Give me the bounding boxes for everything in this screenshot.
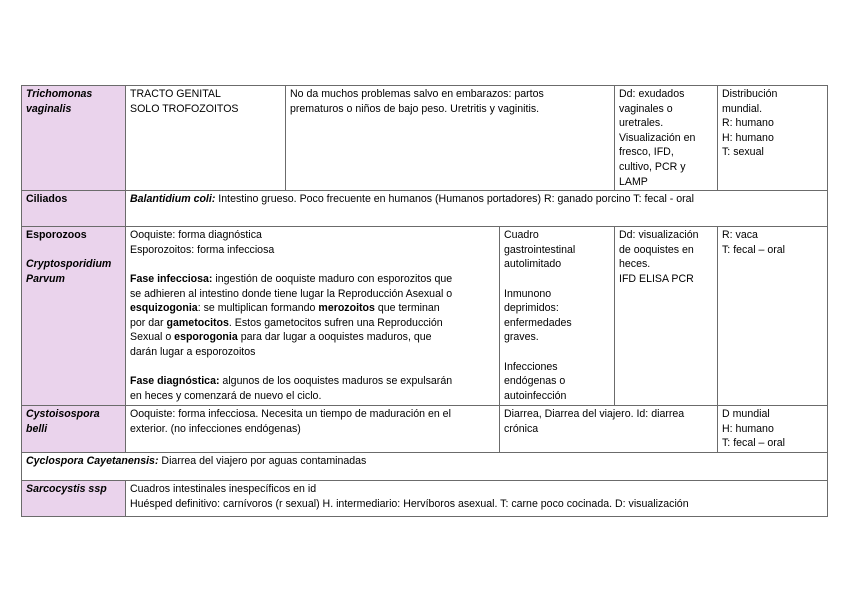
organism-sarcocystis: Sarcocystis ssp: [22, 480, 126, 516]
organism-cryptosporidium: Esporozoos Cryptosporidium Parvum: [22, 227, 126, 406]
row-cystoisospora: [22, 406, 828, 453]
group-ciliados: Ciliados: [22, 191, 126, 227]
epidemiology-cell: D mundial H: humano T: fecal – oral: [718, 406, 828, 453]
site-cell: TRACTO GENITAL SOLO TROFOZOITOS: [126, 86, 286, 191]
row-ciliados: [22, 191, 828, 227]
row-cyclospora: [22, 452, 828, 480]
row-cryptosporidium: [22, 227, 828, 406]
clinic-cell: Diarrea, Diarrea del viajero. Id: diarrea crónica: [500, 406, 718, 453]
cyclospora-description: Cyclospora Cayetanensis: Diarrea del viajero por aguas contaminadas: [22, 452, 828, 480]
ciliados-description: Balantidium coli: Intestino grueso. Poco frecuente en humanos (Humanos portadores) R: ganado porcino T: fecal - oral: [126, 191, 828, 227]
life-cycle-cell: Ooquiste: forma diagnóstica Esporozoitos: forma infecciosa Fase infecciosa: ingestión de ooquiste maduro con esporozitos que se adhieren al intestino donde tiene lugar la Reproducción Asexual o esquizogonia: se multiplican formando merozoitos que terminan por dar gametocitos. Estos gametocitos sufren una Reproducción Sexual o esporogonia para dar lugar a ooquistes maduros, que darán lugar a esporozoitos Fase diagnóstica: algunos de los ooquistes maduros se expulsarán en heces y comenzará de nuevo el ciclo.: [126, 227, 500, 406]
organism-cystoisospora: Cystoisospora belli: [22, 406, 126, 453]
forms-cell: Ooquiste: forma infecciosa. Necesita un tiempo de maduración en el exterior. (no infecciones endógenas): [126, 406, 500, 453]
parasite-table: [21, 85, 828, 517]
row-trichomonas: [22, 86, 828, 191]
sarcocystis-description: Cuadros intestinales inespecíficos en id Huésped definitivo: carnívoros (r sexual) H. intermediario: Hervíboros asexual. T: carne poco cocinada. D: visualización: [126, 480, 828, 516]
clinic-cell: Cuadro gastrointestinal autolimitado Inmunono deprimidos: enfermedades graves. Infecciones endógenas o autoinfección: [500, 227, 615, 406]
diagnosis-cell: Dd: exudados vaginales o uretrales. Visualización en fresco, IFD, cultivo, PCR y LAMP: [615, 86, 718, 191]
organism-trichomonas: Trichomonas vaginalis: [22, 86, 126, 191]
clinic-cell: No da muchos problemas salvo en embarazos: partos prematuros o niños de bajo peso. Uretritis y vaginitis.: [286, 86, 615, 191]
epidemiology-cell: R: vaca T: fecal – oral: [718, 227, 828, 406]
row-sarcocystis: [22, 480, 828, 516]
diagnosis-cell: Dd: visualización de ooquistes en heces. IFD ELISA PCR: [615, 227, 718, 406]
epidemiology-cell: Distribución mundial. R: humano H: humano T: sexual: [718, 86, 828, 191]
